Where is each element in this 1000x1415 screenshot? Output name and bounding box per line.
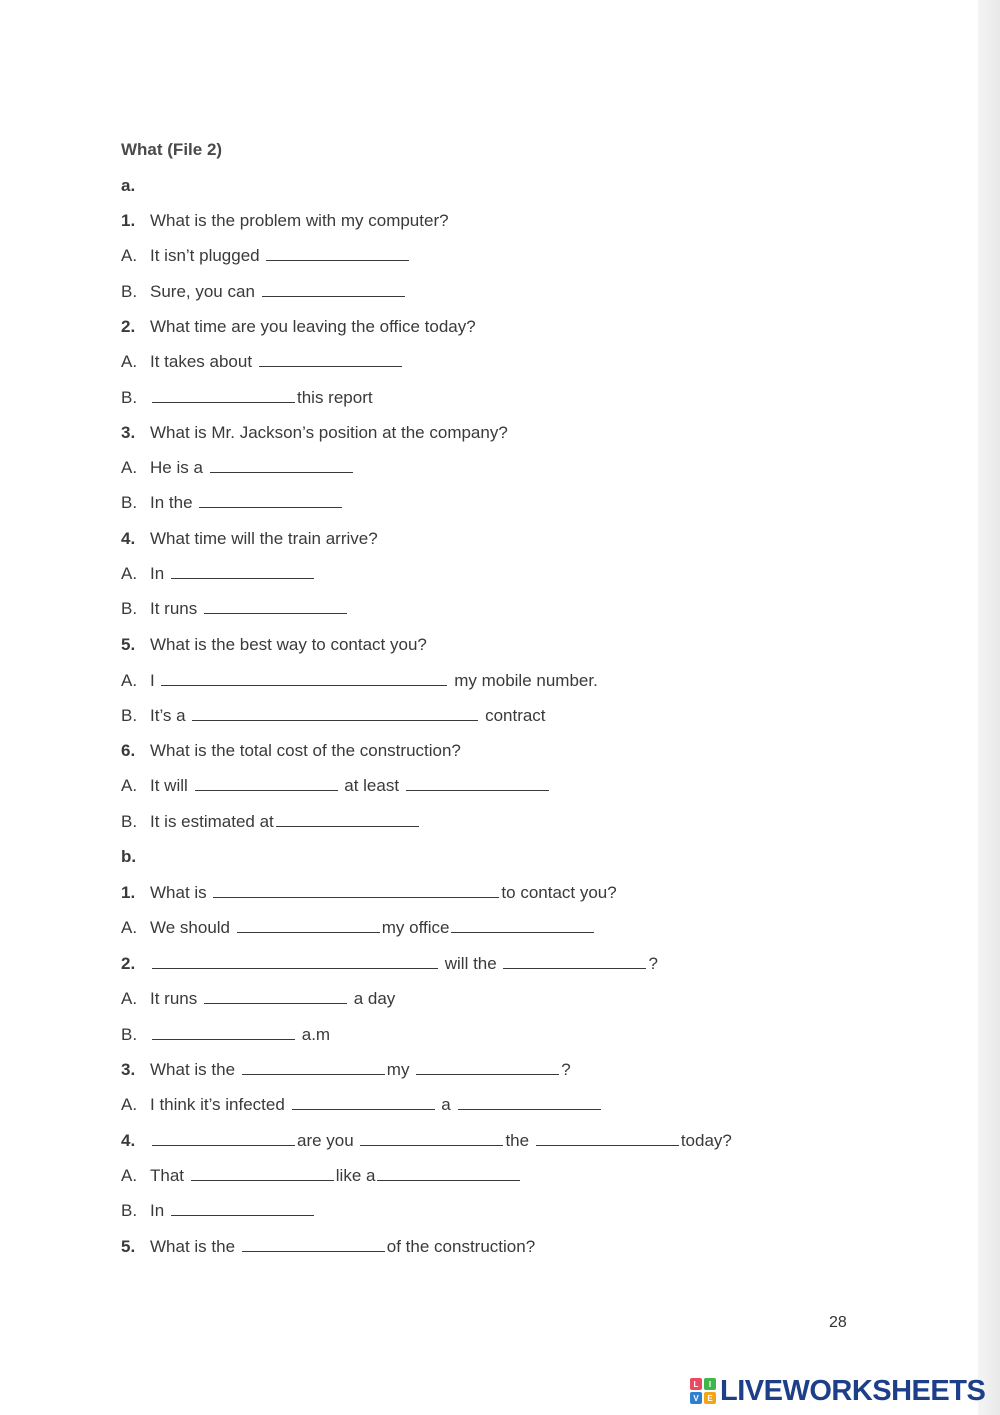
answer-a1-b: B. Sure, you can bbox=[121, 280, 407, 304]
question-b5: 5. What is the of the construction? bbox=[121, 1237, 536, 1256]
blank-input[interactable] bbox=[204, 597, 347, 614]
blank-input[interactable] bbox=[360, 1129, 503, 1146]
blank-input[interactable] bbox=[536, 1129, 679, 1146]
blank-input[interactable] bbox=[171, 1199, 314, 1216]
blank-input[interactable] bbox=[262, 280, 405, 297]
blank-input[interactable] bbox=[152, 1129, 295, 1146]
blank-input[interactable] bbox=[242, 1235, 385, 1252]
blank-input[interactable] bbox=[276, 810, 419, 827]
blank-input[interactable] bbox=[292, 1093, 435, 1110]
answer-b1-a: A. We should my office bbox=[121, 916, 596, 940]
section-b-label: b. bbox=[121, 847, 137, 866]
blank-input[interactable] bbox=[266, 244, 409, 261]
blank-input[interactable] bbox=[237, 916, 380, 933]
blank-input[interactable] bbox=[192, 704, 478, 721]
worksheet-title: What (File 2) bbox=[121, 140, 223, 159]
page-number: 28 bbox=[829, 1314, 847, 1331]
answer-a3-a: A. He is a bbox=[121, 456, 355, 480]
blank-input[interactable] bbox=[242, 1058, 385, 1075]
liveworksheets-logo bbox=[690, 1374, 985, 1408]
blank-input[interactable] bbox=[152, 1023, 295, 1040]
question-b2: 2. will the ? bbox=[121, 954, 658, 973]
blank-input[interactable] bbox=[195, 774, 338, 791]
answer-a4-a: A. In bbox=[121, 562, 316, 586]
blank-input[interactable] bbox=[161, 669, 447, 686]
answer-a2-b: B. this report bbox=[121, 388, 373, 407]
question-a5: 5. What is the best way to contact you? bbox=[121, 635, 427, 654]
question-b4: 4. are you the today? bbox=[121, 1131, 732, 1150]
answer-a4-b: B. It runs bbox=[121, 597, 349, 621]
question-b1: 1. What is to contact you? bbox=[121, 883, 617, 902]
brand-logo-icon: L I V E bbox=[690, 1378, 716, 1404]
blank-input[interactable] bbox=[210, 456, 353, 473]
answer-b2-a: A. It runs a day bbox=[121, 989, 396, 1008]
blank-input[interactable] bbox=[503, 952, 646, 969]
answer-a3-b: B. In the bbox=[121, 491, 344, 515]
answer-a1-a: A. It isn’t plugged bbox=[121, 244, 411, 268]
question-a1: 1. What is the problem with my computer? bbox=[121, 211, 449, 230]
blank-input[interactable] bbox=[171, 562, 314, 579]
answer-a6-b: B. It is estimated at bbox=[121, 810, 421, 834]
blank-input[interactable] bbox=[152, 952, 438, 969]
question-a2: 2. What time are you leaving the office today? bbox=[121, 317, 476, 336]
answer-b3-a: A. I think it’s infected a bbox=[121, 1093, 603, 1117]
blank-input[interactable] bbox=[406, 774, 549, 791]
blank-input[interactable] bbox=[259, 350, 402, 367]
answer-a2-a: A. It takes about bbox=[121, 350, 404, 374]
blank-input[interactable] bbox=[191, 1164, 334, 1181]
answer-b4-b: B. In bbox=[121, 1199, 316, 1223]
answer-a6-a: A. It will at least bbox=[121, 774, 551, 798]
blank-input[interactable] bbox=[199, 491, 342, 508]
answer-a5-a: A. I my mobile number. bbox=[121, 671, 598, 690]
question-b3: 3. What is the my ? bbox=[121, 1060, 571, 1079]
brand-name: LIVEWORKSHEETS bbox=[720, 1374, 986, 1407]
blank-input[interactable] bbox=[458, 1093, 601, 1110]
blank-input[interactable] bbox=[451, 916, 594, 933]
question-a4: 4. What time will the train arrive? bbox=[121, 529, 378, 548]
section-a-label: a. bbox=[121, 176, 136, 195]
answer-b4-a: A. That like a bbox=[121, 1164, 522, 1188]
answer-a5-b: B. It’s a contract bbox=[121, 706, 546, 725]
question-a3: 3. What is Mr. Jackson’s position at the company? bbox=[121, 423, 508, 442]
blank-input[interactable] bbox=[152, 386, 295, 403]
blank-input[interactable] bbox=[204, 987, 347, 1004]
blank-input[interactable] bbox=[377, 1164, 520, 1181]
answer-b2-b: B. a.m bbox=[121, 1025, 331, 1044]
blank-input[interactable] bbox=[416, 1058, 559, 1075]
question-a6: 6. What is the total cost of the construction? bbox=[121, 741, 461, 760]
blank-input[interactable] bbox=[213, 881, 499, 898]
